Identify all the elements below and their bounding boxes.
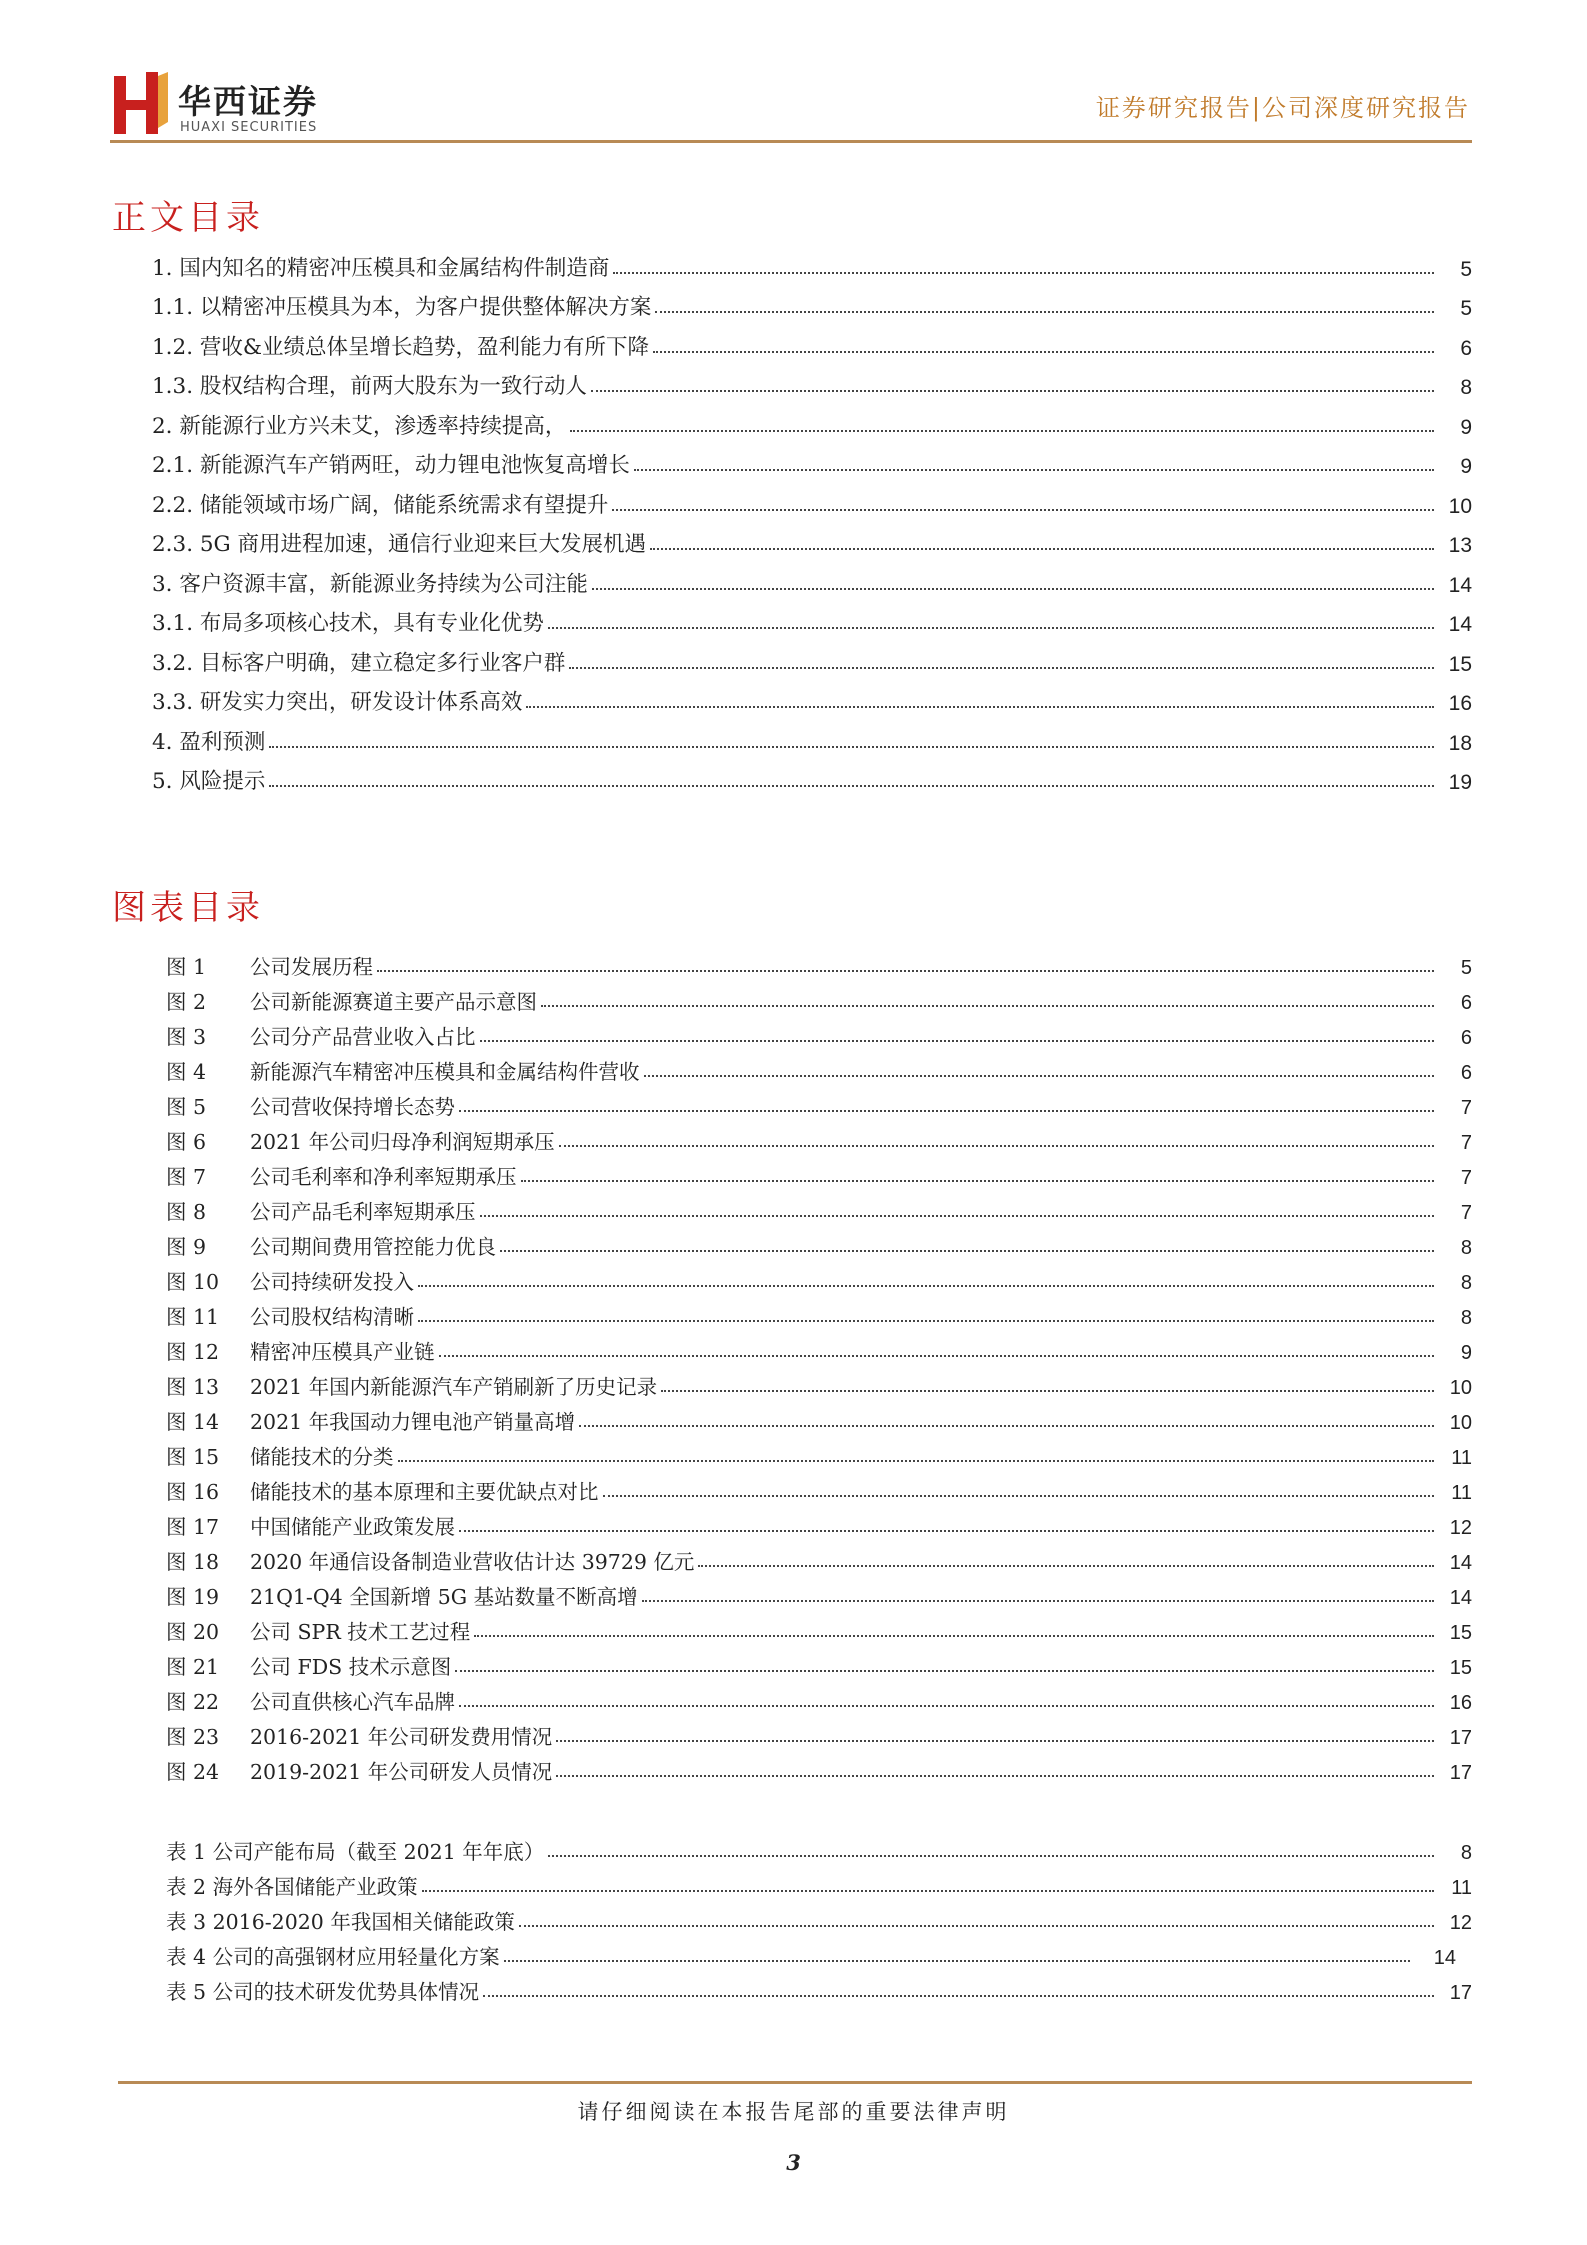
figure-entry[interactable] bbox=[166, 945, 1472, 980]
dot-leader bbox=[612, 507, 1434, 511]
page-ref: 14 bbox=[1449, 1552, 1472, 1574]
page-ref: 16 bbox=[1449, 1692, 1472, 1714]
page-ref: 19 bbox=[1448, 771, 1472, 794]
figure-entry[interactable] bbox=[166, 1260, 1472, 1295]
dot-leader bbox=[570, 428, 1434, 432]
figure-entry-text bbox=[166, 1720, 556, 1750]
table-entry[interactable] bbox=[166, 1830, 1472, 1865]
figure-entry-text bbox=[166, 1335, 439, 1365]
figure-entry[interactable] bbox=[166, 1540, 1472, 1575]
huaxi-logo-icon bbox=[110, 70, 170, 138]
figure-entry[interactable] bbox=[166, 1190, 1472, 1225]
dot-leader bbox=[269, 783, 1434, 787]
dot-leader bbox=[483, 1993, 1434, 1997]
page-ref: 9 bbox=[1460, 455, 1472, 478]
dot-leader bbox=[504, 1958, 1410, 1962]
toc-entry-text: 3.3. 研发实力突出，研发设计体系高效 bbox=[152, 685, 526, 716]
table-entry[interactable] bbox=[166, 1935, 1456, 1970]
figure-label: 图 21 bbox=[166, 1655, 220, 1679]
toc-entry-text: 3.1. 布局多项核心技术，具有专业化优势 bbox=[152, 606, 548, 637]
page-ref: 12 bbox=[1449, 1912, 1472, 1934]
dot-leader bbox=[519, 1923, 1434, 1927]
figure-label: 图 18 bbox=[166, 1550, 220, 1574]
page-ref: 6 bbox=[1460, 1027, 1472, 1049]
figure-entry[interactable] bbox=[166, 1470, 1472, 1505]
figure-label: 图 4 bbox=[166, 1060, 207, 1084]
figure-label: 图 15 bbox=[166, 1445, 220, 1469]
page-ref: 7 bbox=[1460, 1167, 1472, 1189]
dot-leader bbox=[526, 704, 1434, 708]
figure-caption: 储能技术的分类 bbox=[250, 1445, 394, 1469]
dot-leader bbox=[422, 1888, 1434, 1892]
toc-entry[interactable] bbox=[152, 361, 1472, 401]
figure-entry-text bbox=[166, 1055, 644, 1085]
table-entry-text: 表 1 公司产能布局（截至 2021 年年底） bbox=[166, 1835, 548, 1865]
page-ref: 5 bbox=[1460, 957, 1472, 979]
company-logo bbox=[110, 70, 490, 140]
dot-leader bbox=[521, 1178, 1435, 1182]
dot-leader bbox=[579, 1423, 1434, 1427]
table-toc-list bbox=[166, 1830, 1472, 2005]
figure-label: 图 16 bbox=[166, 1480, 220, 1504]
figure-label: 图 3 bbox=[166, 1025, 207, 1049]
toc-entry-text: 1.2. 营收&业绩总体呈增长趋势，盈利能力有所下降 bbox=[152, 330, 653, 361]
dot-leader bbox=[548, 625, 1434, 629]
dot-leader bbox=[613, 270, 1434, 274]
report-type: 证券研究报告|公司深度研究报告 bbox=[1095, 94, 1470, 122]
figure-entry-text bbox=[166, 1510, 459, 1540]
figure-entry[interactable] bbox=[166, 1120, 1472, 1155]
page-ref: 14 bbox=[1448, 573, 1472, 597]
toc-entry[interactable] bbox=[152, 400, 1472, 440]
toc-entry-text: 5. 风险提示 bbox=[152, 764, 269, 795]
dot-leader bbox=[459, 1528, 1434, 1532]
figure-entry[interactable] bbox=[166, 1330, 1472, 1365]
content-toc-list bbox=[152, 242, 1472, 795]
figure-label: 图 17 bbox=[166, 1515, 220, 1539]
page-ref: 7 bbox=[1460, 1202, 1472, 1224]
figure-entry-text bbox=[166, 950, 377, 980]
dot-leader bbox=[559, 1143, 1434, 1147]
header-divider bbox=[110, 140, 1472, 143]
dot-leader bbox=[569, 665, 1434, 669]
toc-entry-text: 2.3. 5G 商用进程加速，通信行业迎来巨大发展机遇 bbox=[152, 527, 650, 558]
figure-entry[interactable] bbox=[166, 1050, 1472, 1085]
page-ref: 7 bbox=[1460, 1132, 1472, 1154]
page-ref: 15 bbox=[1448, 652, 1472, 676]
figure-entry[interactable] bbox=[166, 1645, 1472, 1680]
figure-entry-text bbox=[166, 1125, 559, 1155]
content-toc-title: 正文目录 bbox=[112, 198, 264, 238]
figure-label: 图 2 bbox=[166, 990, 207, 1014]
page-ref: 9 bbox=[1460, 415, 1472, 439]
dot-leader bbox=[480, 1213, 1435, 1217]
toc-entry-text: 1. 国内知名的精密冲压模具和金属结构件制造商 bbox=[152, 251, 613, 282]
figure-label: 图 22 bbox=[166, 1690, 220, 1714]
page-ref: 6 bbox=[1460, 992, 1472, 1014]
figure-caption: 公司营收保持增长态势 bbox=[250, 1095, 455, 1119]
page-number: 3 bbox=[786, 2150, 801, 2175]
legal-disclaimer: 请仔细阅读在本报告尾部的重要法律声明 bbox=[577, 2100, 1010, 2124]
figure-entry[interactable] bbox=[166, 1365, 1472, 1400]
dot-leader bbox=[644, 1073, 1435, 1077]
figure-label: 图 10 bbox=[166, 1270, 220, 1294]
dot-leader bbox=[377, 968, 1434, 972]
figure-entry-text bbox=[166, 1615, 474, 1645]
dot-leader bbox=[398, 1458, 1435, 1462]
toc-entry[interactable] bbox=[152, 242, 1472, 282]
dot-leader bbox=[591, 388, 1434, 392]
dot-leader bbox=[548, 1853, 1434, 1857]
table-entry[interactable] bbox=[166, 1970, 1472, 2005]
page-ref: 11 bbox=[1451, 1482, 1472, 1504]
footer-divider bbox=[118, 2081, 1472, 2084]
figure-label: 图 19 bbox=[166, 1585, 220, 1609]
page-ref: 10 bbox=[1449, 1412, 1472, 1434]
page-ref: 7 bbox=[1460, 1097, 1472, 1119]
figure-entry[interactable] bbox=[166, 1085, 1472, 1120]
figure-caption: 2020 年通信设备制造业营收估计达 39729 亿元 bbox=[250, 1550, 695, 1574]
page-ref: 10 bbox=[1449, 1377, 1472, 1399]
figure-entry[interactable] bbox=[166, 1295, 1472, 1330]
figure-caption: 21Q1-Q4 全国新增 5G 基站数量不断高增 bbox=[250, 1585, 638, 1609]
dot-leader bbox=[480, 1038, 1435, 1042]
figure-entry-text bbox=[166, 1160, 521, 1190]
figure-label: 图 7 bbox=[166, 1165, 207, 1189]
figure-label: 图 13 bbox=[166, 1375, 220, 1399]
figure-toc-list bbox=[166, 945, 1472, 1785]
figure-caption: 公司期间费用管控能力优良 bbox=[250, 1235, 496, 1259]
figure-label: 图 11 bbox=[166, 1305, 220, 1329]
dot-leader bbox=[418, 1318, 1434, 1322]
figure-entry[interactable] bbox=[166, 1680, 1472, 1715]
page-ref: 16 bbox=[1448, 692, 1472, 715]
figure-label: 图 8 bbox=[166, 1200, 207, 1224]
page-ref: 17 bbox=[1449, 1762, 1472, 1784]
dot-leader bbox=[634, 467, 1434, 471]
toc-entry-text: 1.1. 以精密冲压模具为本，为客户提供整体解决方案 bbox=[152, 290, 655, 321]
figure-entry[interactable] bbox=[166, 1015, 1472, 1050]
figure-label: 图 5 bbox=[166, 1095, 207, 1119]
figure-caption: 精密冲压模具产业链 bbox=[250, 1340, 435, 1364]
page-ref: 17 bbox=[1449, 1982, 1472, 2004]
dot-leader bbox=[439, 1353, 1435, 1357]
dot-leader bbox=[418, 1283, 1434, 1287]
figure-caption: 储能技术的基本原理和主要优缺点对比 bbox=[250, 1480, 599, 1504]
page-ref: 8 bbox=[1460, 1307, 1472, 1329]
figure-entry[interactable] bbox=[166, 1715, 1472, 1750]
toc-entry[interactable] bbox=[152, 598, 1472, 638]
table-entry[interactable] bbox=[166, 1865, 1472, 1900]
dot-leader bbox=[653, 349, 1434, 353]
page-ref: 14 bbox=[1449, 1587, 1472, 1609]
figure-label: 图 12 bbox=[166, 1340, 220, 1364]
figure-caption: 公司分产品营业收入占比 bbox=[250, 1025, 476, 1049]
page-ref: 10 bbox=[1448, 494, 1472, 518]
figure-entry-text bbox=[166, 1685, 459, 1715]
figure-caption: 2021 年我国动力锂电池产销量高增 bbox=[250, 1410, 576, 1434]
figure-label: 图 23 bbox=[166, 1725, 220, 1749]
figure-caption: 2019-2021 年公司研发人员情况 bbox=[250, 1760, 553, 1784]
figure-label: 图 24 bbox=[166, 1760, 220, 1784]
page-ref: 17 bbox=[1449, 1727, 1472, 1749]
figure-caption: 公司发展历程 bbox=[250, 955, 373, 979]
figure-entry-text bbox=[166, 1230, 500, 1260]
dot-leader bbox=[500, 1248, 1434, 1252]
page-ref: 15 bbox=[1449, 1622, 1472, 1644]
toc-entry[interactable] bbox=[152, 558, 1472, 598]
figure-entry-text bbox=[166, 985, 541, 1015]
toc-entry[interactable] bbox=[152, 321, 1472, 361]
toc-entry-text: 2.2. 储能领域市场广阔，储能系统需求有望提升 bbox=[152, 488, 612, 519]
page-ref: 8 bbox=[1460, 376, 1472, 399]
dot-leader bbox=[592, 586, 1434, 590]
figure-entry[interactable] bbox=[166, 1750, 1472, 1785]
figure-entry[interactable] bbox=[166, 1610, 1472, 1645]
figure-entry-text bbox=[166, 1020, 480, 1050]
toc-entry[interactable] bbox=[152, 637, 1472, 677]
toc-entry[interactable] bbox=[152, 519, 1472, 559]
toc-entry-text: 3.2. 目标客户明确，建立稳定多行业客户群 bbox=[152, 646, 569, 677]
figure-entry[interactable] bbox=[166, 1225, 1472, 1260]
dot-leader bbox=[556, 1773, 1434, 1777]
page-ref: 11 bbox=[1451, 1877, 1472, 1899]
figure-caption: 公司持续研发投入 bbox=[250, 1270, 414, 1294]
page-header bbox=[110, 60, 1470, 140]
table-entry-text: 表 3 2016-2020 年我国相关储能政策 bbox=[166, 1905, 519, 1935]
figure-caption: 公司股权结构清晰 bbox=[250, 1305, 414, 1329]
page-ref: 14 bbox=[1448, 613, 1472, 636]
page-ref: 5 bbox=[1460, 257, 1472, 281]
figure-caption: 2016-2021 年公司研发费用情况 bbox=[250, 1725, 553, 1749]
logo-chinese-name: 华西证券 bbox=[178, 82, 318, 121]
page-ref: 11 bbox=[1451, 1447, 1472, 1469]
table-entry[interactable] bbox=[166, 1900, 1472, 1935]
page-ref: 12 bbox=[1449, 1517, 1472, 1539]
figure-caption: 新能源汽车精密冲压模具和金属结构件营收 bbox=[250, 1060, 640, 1084]
dot-leader bbox=[698, 1563, 1434, 1567]
figure-entry-text bbox=[166, 1090, 459, 1120]
figure-caption: 2021 年公司归母净利润短期承压 bbox=[250, 1130, 555, 1154]
page-ref: 13 bbox=[1448, 534, 1472, 557]
dot-leader bbox=[459, 1108, 1434, 1112]
page-ref: 18 bbox=[1448, 731, 1472, 755]
figure-entry[interactable] bbox=[166, 980, 1472, 1015]
figure-label: 图 1 bbox=[166, 955, 207, 979]
toc-entry-text: 2.1. 新能源汽车产销两旺，动力锂电池恢复高增长 bbox=[152, 448, 634, 479]
dot-leader bbox=[661, 1388, 1434, 1392]
figure-caption: 公司产品毛利率短期承压 bbox=[250, 1200, 476, 1224]
figure-entry[interactable] bbox=[166, 1575, 1472, 1610]
page-ref: 8 bbox=[1460, 1842, 1472, 1864]
page-ref: 8 bbox=[1460, 1237, 1472, 1259]
toc-entry-text: 4. 盈利预测 bbox=[152, 725, 269, 756]
dot-leader bbox=[655, 309, 1434, 313]
page-ref: 14 bbox=[1433, 1947, 1456, 1969]
dot-leader bbox=[474, 1633, 1434, 1637]
dot-leader bbox=[455, 1668, 1434, 1672]
figure-entry[interactable] bbox=[166, 1400, 1472, 1435]
toc-entry[interactable] bbox=[152, 479, 1472, 519]
figure-entry-text bbox=[166, 1475, 603, 1505]
figure-entry-text bbox=[166, 1370, 661, 1400]
figure-entry[interactable] bbox=[166, 1505, 1472, 1540]
toc-entry[interactable] bbox=[152, 282, 1472, 322]
figure-caption: 中国储能产业政策发展 bbox=[250, 1515, 455, 1539]
dot-leader bbox=[603, 1493, 1435, 1497]
page-ref: 6 bbox=[1460, 1062, 1472, 1084]
figure-entry-text bbox=[166, 1405, 579, 1435]
figure-label: 图 6 bbox=[166, 1130, 207, 1154]
figure-label: 图 20 bbox=[166, 1620, 220, 1644]
figure-caption: 2021 年国内新能源汽车产销刷新了历史记录 bbox=[250, 1375, 658, 1399]
toc-entry-text: 1.3. 股权结构合理，前两大股东为一致行动人 bbox=[152, 369, 591, 400]
figure-entry-text bbox=[166, 1300, 418, 1330]
dot-leader bbox=[459, 1703, 1434, 1707]
toc-entry[interactable] bbox=[152, 756, 1472, 796]
figure-caption: 公司毛利率和净利率短期承压 bbox=[250, 1165, 517, 1189]
page-ref: 5 bbox=[1460, 297, 1472, 320]
figure-label: 图 9 bbox=[166, 1235, 207, 1259]
page-ref: 9 bbox=[1460, 1342, 1472, 1364]
toc-entry[interactable] bbox=[152, 440, 1472, 480]
toc-entry-text: 3. 客户资源丰富，新能源业务持续为公司注能 bbox=[152, 567, 592, 598]
figure-entry-text bbox=[166, 1755, 556, 1785]
dot-leader bbox=[642, 1598, 1434, 1602]
figure-entry-text bbox=[166, 1650, 455, 1680]
page-ref: 8 bbox=[1460, 1272, 1472, 1294]
table-entry-text: 表 5 公司的技术研发优势具体情况 bbox=[166, 1975, 483, 2005]
figure-caption: 公司直供核心汽车品牌 bbox=[250, 1690, 455, 1714]
figure-entry[interactable] bbox=[166, 1435, 1472, 1470]
toc-entry-text: 2. 新能源行业方兴未艾，渗透率持续提高， bbox=[152, 409, 570, 440]
dot-leader bbox=[650, 546, 1434, 550]
figure-entry[interactable] bbox=[166, 1155, 1472, 1190]
figure-entry-text bbox=[166, 1545, 698, 1575]
figure-caption: 公司新能源赛道主要产品示意图 bbox=[250, 990, 537, 1014]
dot-leader bbox=[541, 1003, 1434, 1007]
figure-caption: 公司 FDS 技术示意图 bbox=[250, 1655, 452, 1679]
dot-leader bbox=[269, 744, 1434, 748]
page-ref: 6 bbox=[1460, 336, 1472, 360]
figure-entry-text bbox=[166, 1440, 398, 1470]
logo-english-name: HUAXI SECURITIES bbox=[180, 120, 318, 135]
figure-entry-text bbox=[166, 1195, 480, 1225]
figure-caption: 公司 SPR 技术工艺过程 bbox=[250, 1620, 471, 1644]
figure-toc-title: 图表目录 bbox=[112, 888, 264, 928]
toc-entry[interactable] bbox=[152, 677, 1472, 717]
table-entry-text: 表 2 海外各国储能产业政策 bbox=[166, 1870, 422, 1900]
figure-entry-text bbox=[166, 1265, 418, 1295]
figure-entry-text bbox=[166, 1580, 642, 1610]
toc-entry[interactable] bbox=[152, 716, 1472, 756]
table-entry-text: 表 4 公司的高强钢材应用轻量化方案 bbox=[166, 1940, 504, 1970]
page-ref: 15 bbox=[1449, 1657, 1472, 1679]
figure-label: 图 14 bbox=[166, 1410, 220, 1434]
dot-leader bbox=[556, 1738, 1434, 1742]
